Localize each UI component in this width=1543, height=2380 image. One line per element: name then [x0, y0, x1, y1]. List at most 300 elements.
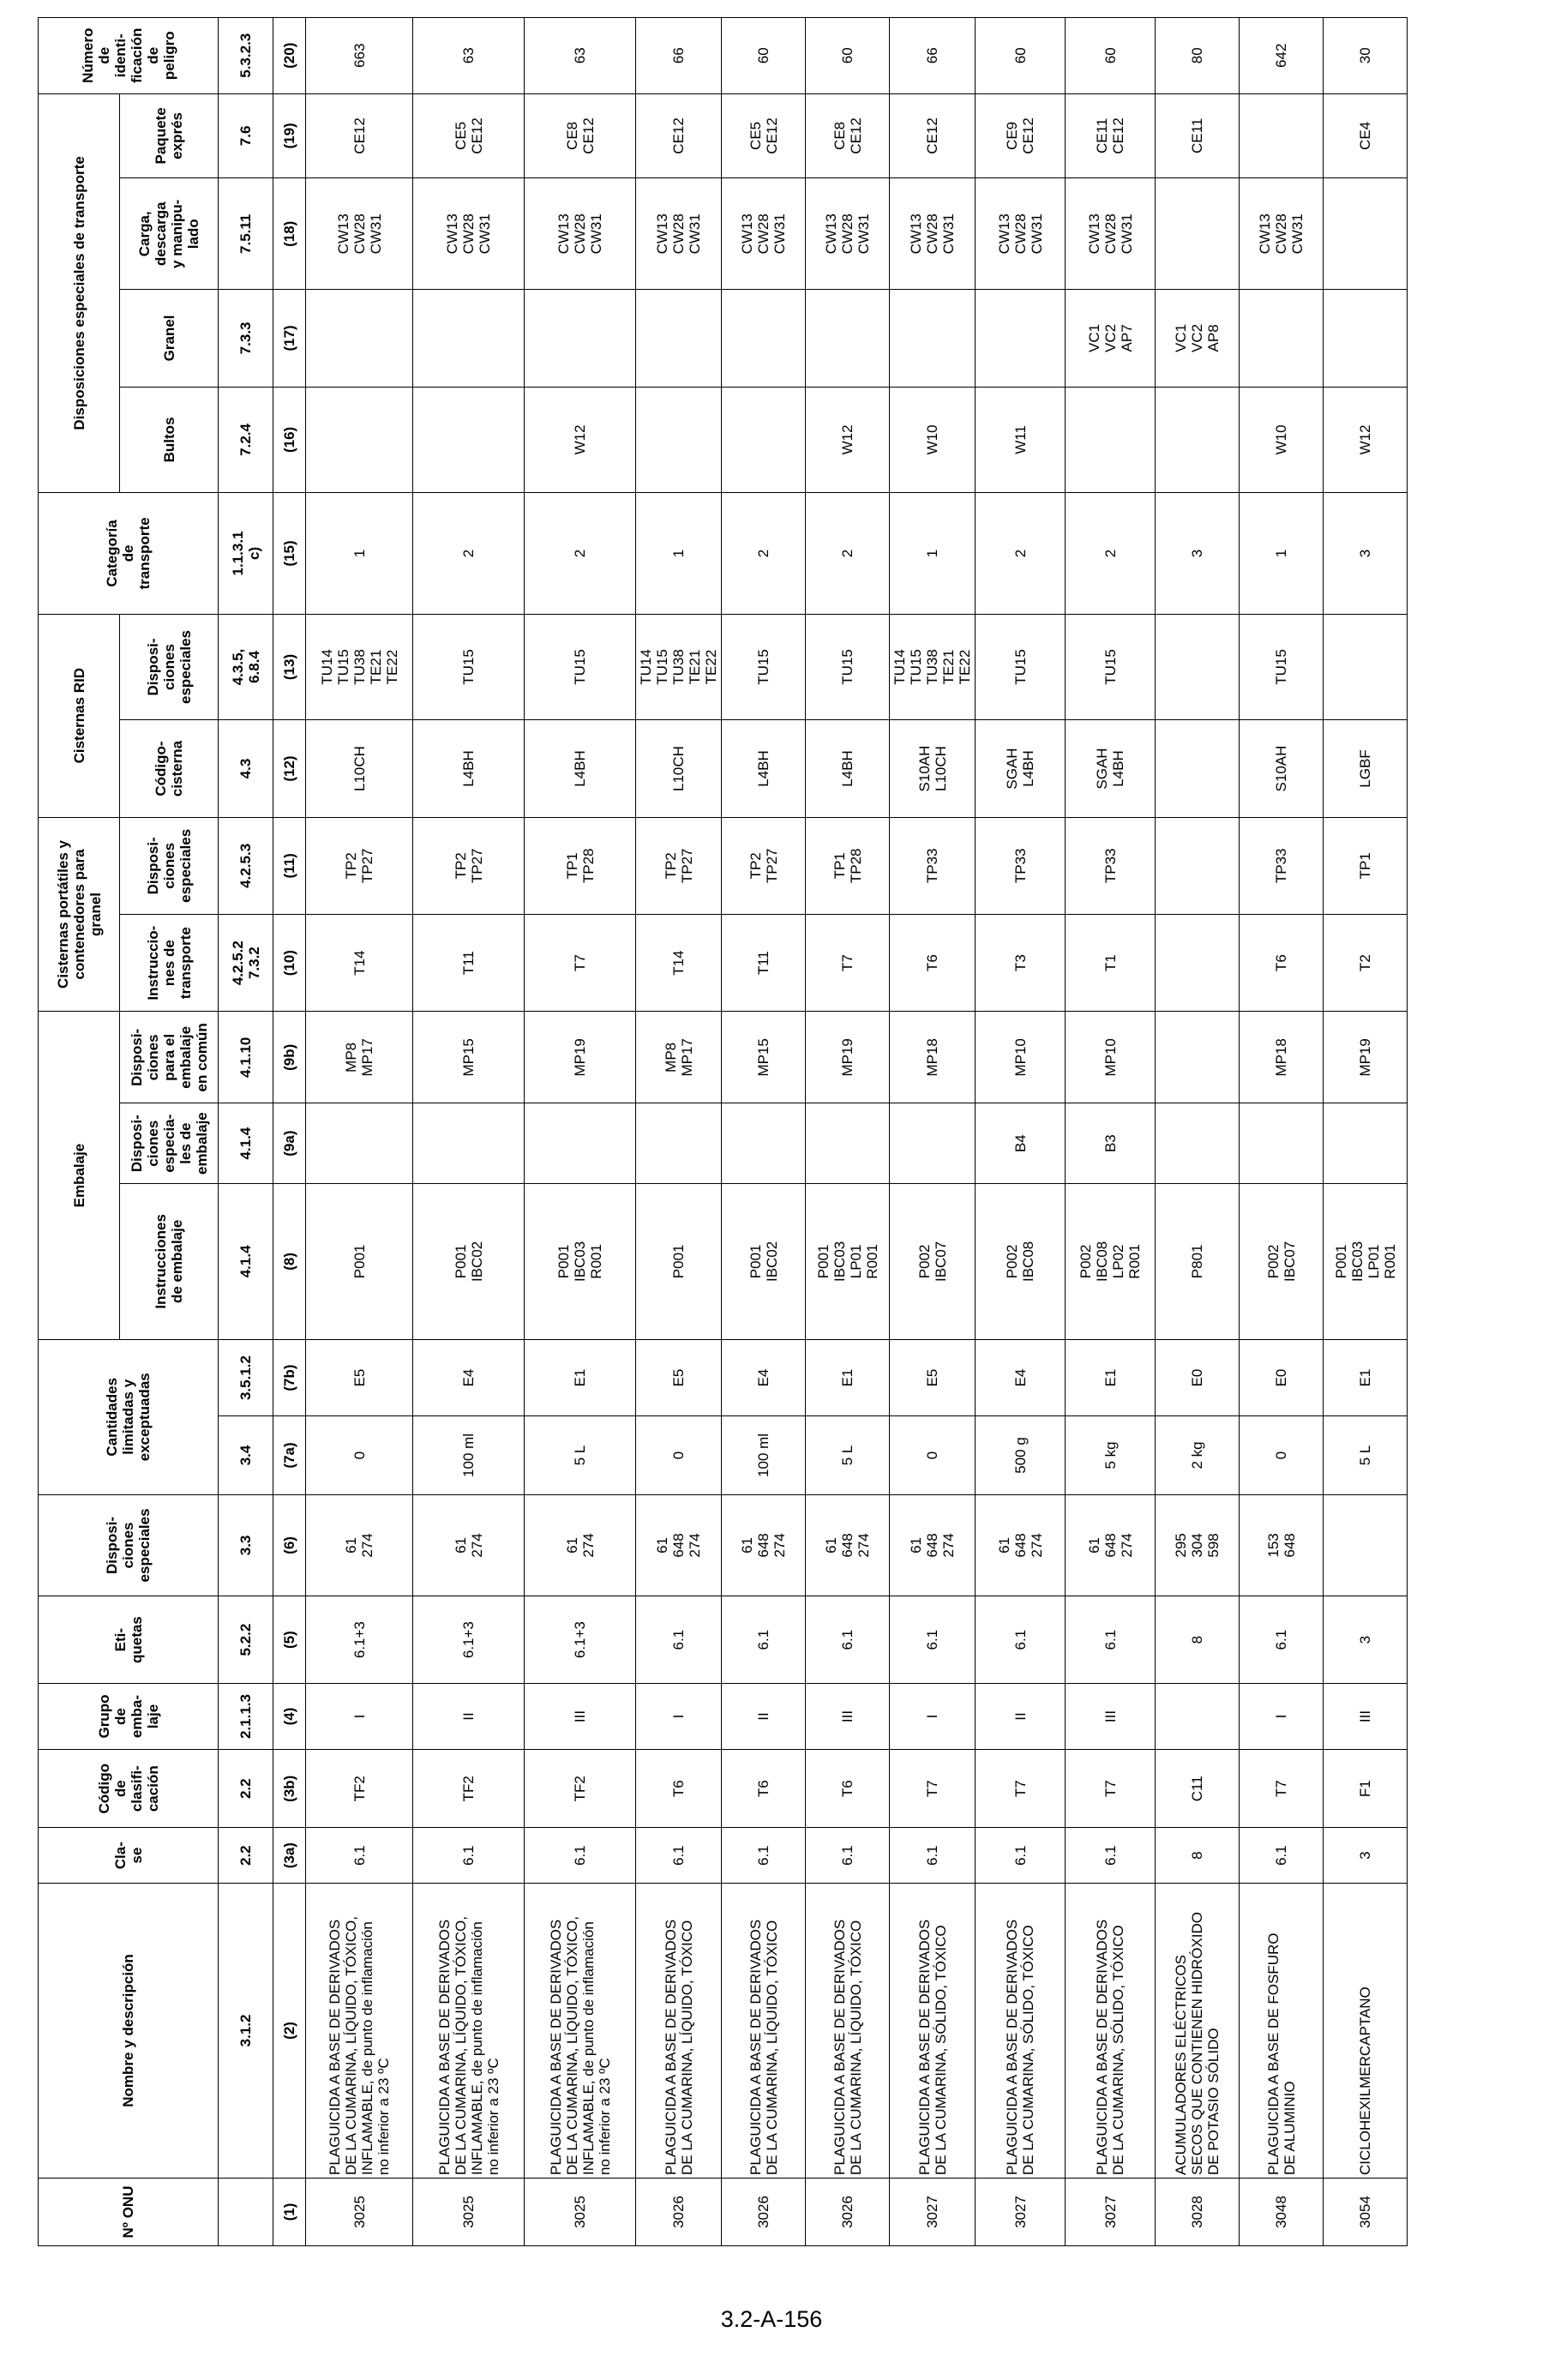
table-cell: 6.1	[722, 1828, 806, 1883]
table-cell: CE8 CE12	[525, 93, 636, 178]
header-special-packing: Disposi- ciones especia- les de embalaje	[120, 1103, 219, 1184]
header-limited-excepted: Cantidades limitadas y exceptuadas	[39, 1339, 219, 1494]
table-cell: CE12	[636, 93, 722, 178]
table-cell: 30	[1324, 18, 1408, 94]
table-cell: 1	[636, 493, 722, 614]
reference-cell: 3.1.2	[219, 1883, 273, 2178]
table-cell: T7	[976, 1749, 1066, 1827]
column-number-cell: (7b)	[273, 1339, 306, 1415]
table-cell: TP2 TP27	[722, 817, 806, 914]
reference-cell: 4.3.5, 6.8.4	[219, 614, 273, 720]
table-cell: E0	[1156, 1339, 1240, 1415]
table-cell: I	[1240, 1684, 1324, 1750]
reference-cell: 4.3	[219, 720, 273, 817]
table-cell	[1324, 290, 1408, 387]
table-cell: W12	[525, 387, 636, 493]
name-description-cell: PLAGUICIDA A BASE DE DERIVADOS DE LA CUMARINA, SÓLIDO, TÓXICO	[890, 1883, 976, 2178]
table-cell: TU15	[806, 614, 890, 720]
table-cell: 61 274	[413, 1494, 525, 1596]
table-cell	[413, 290, 525, 387]
table-cell: 6.1	[976, 1828, 1066, 1883]
table-cell: 1	[890, 493, 976, 614]
table-cell: 61 648 274	[806, 1494, 890, 1596]
table-cell	[1156, 914, 1240, 1011]
table-cell: CE11 CE12	[1066, 93, 1156, 178]
table-cell: TU14 TU15 TU38 TE21 TE22	[890, 614, 976, 720]
name-description-cell: PLAGUICIDA A BASE DE DERIVADOS DE LA CUMARINA, LÍQUIDO, TÓXICO, INFLAMABLE, de punto de inflamación no inferior a 23 ºC	[413, 1883, 525, 2178]
table-cell	[890, 1103, 976, 1184]
table-cell: P801	[1156, 1183, 1240, 1339]
table-cell	[1156, 1012, 1240, 1103]
table-cell: CW13 CW28 CW31	[722, 178, 806, 290]
header-special-transport: Disposiciones especiales de transporte	[39, 93, 120, 493]
table-cell: 61 648 274	[722, 1494, 806, 1596]
table-cell: 3	[1324, 493, 1408, 614]
table-cell: E5	[306, 1339, 413, 1415]
table-cell	[722, 387, 806, 493]
table-cell	[1240, 1103, 1324, 1184]
table-cell	[1240, 93, 1324, 178]
reference-cell: 3.4	[219, 1416, 273, 1494]
table-cell: CW13 CW28 CW31	[1066, 178, 1156, 290]
table-cell: II	[722, 1684, 806, 1750]
table-cell: 2	[806, 493, 890, 614]
table-cell: 6.1	[1240, 1596, 1324, 1684]
un-number-cell: 3025	[413, 2179, 525, 2246]
table-cell: P001	[636, 1183, 722, 1339]
table-cell: III	[525, 1684, 636, 1750]
table-cell: 100 ml	[413, 1416, 525, 1494]
table-cell: 3	[1324, 1828, 1408, 1883]
table-cell: 2	[722, 493, 806, 614]
table-cell: 5 L	[525, 1416, 636, 1494]
table-cell: T6	[890, 914, 976, 1011]
reference-cell: 4.1.4	[219, 1183, 273, 1339]
table-cell: L4BH	[525, 720, 636, 817]
table-cell: 8	[1156, 1828, 1240, 1883]
reference-cell	[219, 2179, 273, 2246]
column-number-cell: (8)	[273, 1183, 306, 1339]
table-cell: 8	[1156, 1596, 1240, 1684]
un-number-cell: 3027	[890, 2179, 976, 2246]
table-cell: 6.1	[806, 1828, 890, 1883]
table-cell: 153 648	[1240, 1494, 1324, 1596]
table-cell: 61 274	[525, 1494, 636, 1596]
table-row	[306, 18, 413, 2246]
table-cell	[306, 1103, 413, 1184]
table-cell: T6	[636, 1749, 722, 1827]
table-cell	[306, 290, 413, 387]
un-number-cell: 3027	[976, 2179, 1066, 2246]
table-cell	[806, 1103, 890, 1184]
table-cell: L4BH	[413, 720, 525, 817]
table-cell	[413, 1103, 525, 1184]
un-number-cell: 3026	[806, 2179, 890, 2246]
table-cell	[636, 387, 722, 493]
table-row	[890, 18, 976, 2246]
table-cell: 60	[1066, 18, 1156, 94]
table-cell	[806, 290, 890, 387]
table-cell: I	[636, 1684, 722, 1750]
table-cell: TP2 TP27	[636, 817, 722, 914]
table-cell: T7	[890, 1749, 976, 1827]
header-mixed-packing: Disposi- ciones para el embalaje en común	[120, 1012, 219, 1103]
table-cell: P001 IBC03 LP01 R001	[806, 1183, 890, 1339]
un-number-cell: 3025	[306, 2179, 413, 2246]
table-row	[1156, 18, 1240, 2246]
table-cell: P001 IBC02	[413, 1183, 525, 1339]
table-cell: III	[1066, 1684, 1156, 1750]
table-cell: T14	[306, 914, 413, 1011]
name-description-cell: PLAGUICIDA A BASE DE DERIVADOS DE LA CUMARINA, LÍQUIDO, TÓXICO, INFLAMABLE, de punto de inflamación no inferior a 23 ºC	[525, 1883, 636, 2178]
table-cell	[1324, 178, 1408, 290]
table-cell: 0	[636, 1416, 722, 1494]
table-cell: T11	[722, 914, 806, 1011]
table-cell: 2	[525, 493, 636, 614]
column-number-cell: (3b)	[273, 1749, 306, 1827]
table-row	[1240, 18, 1324, 2246]
un-number-cell: 3025	[525, 2179, 636, 2246]
table-cell	[1066, 387, 1156, 493]
name-description-cell: PLAGUICIDA A BASE DE DERIVADOS DE LA CUMARINA, LÍQUIDO, TÓXICO	[722, 1883, 806, 2178]
table-cell: 60	[722, 18, 806, 94]
header-tank-code: Código- cisterna	[120, 720, 219, 817]
table-cell: P001 IBC03 LP01 R001	[1324, 1183, 1408, 1339]
column-number-cell: (3a)	[273, 1828, 306, 1883]
header-classification-code: Código de clasifi- cación	[39, 1749, 219, 1827]
table-cell: TF2	[525, 1749, 636, 1827]
table-cell: MP18	[1240, 1012, 1324, 1103]
name-description-cell: PLAGUICIDA A BASE DE DERIVADOS DE LA CUMARINA, LÍQUIDO, TÓXICO, INFLAMABLE, de punto de inflamación no inferior a 23 ºC	[306, 1883, 413, 2178]
table-cell: 6.1	[1066, 1596, 1156, 1684]
table-cell: P002 IBC08	[976, 1183, 1066, 1339]
table-cell: 61 648 274	[976, 1494, 1066, 1596]
reference-cell: 5.2.2	[219, 1596, 273, 1684]
name-description-cell: CICLOHEXILMERCAPTANO	[1324, 1883, 1408, 2178]
header-packing-group: Grupo de emba- laje	[39, 1684, 219, 1750]
table-cell: SGAH L4BH	[1066, 720, 1156, 817]
table-cell: W12	[1324, 387, 1408, 493]
table-cell: E4	[413, 1339, 525, 1415]
table-cell: T7	[525, 914, 636, 1011]
name-description-cell: PLAGUICIDA A BASE DE DERIVADOS DE LA CUMARINA, SÓLIDO, TÓXICO	[1066, 1883, 1156, 2178]
table-body	[306, 18, 1408, 2246]
table-cell: E4	[722, 1339, 806, 1415]
table-row	[413, 18, 525, 2246]
table-cell: MP19	[806, 1012, 890, 1103]
column-number-cell: (12)	[273, 720, 306, 817]
table-cell: 663	[306, 18, 413, 94]
table-cell	[1156, 1684, 1240, 1750]
column-number-row	[273, 18, 306, 2246]
name-description-cell: PLAGUICIDA A BASE DE DERIVADOS DE LA CUMARINA, LÍQUIDO, TÓXICO	[806, 1883, 890, 2178]
table-row	[1066, 18, 1156, 2246]
table-cell: 6.1	[890, 1596, 976, 1684]
table-cell: 6.1	[1240, 1828, 1324, 1883]
column-number-cell: (9a)	[273, 1103, 306, 1184]
table-cell: E1	[1324, 1339, 1408, 1415]
column-number-cell: (11)	[273, 817, 306, 914]
header-tank-instructions: Instruccio- nes de transporte	[120, 914, 219, 1011]
table-cell: L4BH	[722, 720, 806, 817]
table-cell: TP33	[1066, 817, 1156, 914]
header-portable-tanks: Cisternas portátiles y contenedores para granel	[39, 817, 120, 1012]
table-cell: 6.1+3	[306, 1596, 413, 1684]
table-cell: MP19	[1324, 1012, 1408, 1103]
table-cell: CW13 CW28 CW31	[413, 178, 525, 290]
reference-cell: 4.1.4	[219, 1103, 273, 1184]
table-cell: 500 g	[976, 1416, 1066, 1494]
table-cell: 5 L	[806, 1416, 890, 1494]
header-packages: Bultos	[120, 387, 219, 493]
table-cell: P001 IBC02	[722, 1183, 806, 1339]
table-cell: TU14 TU15 TU38 TE21 TE22	[636, 614, 722, 720]
table-cell: TP33	[1240, 817, 1324, 914]
table-cell: CW13 CW28 CW31	[806, 178, 890, 290]
table-cell: 6.1	[890, 1828, 976, 1883]
table-cell: 3	[1156, 493, 1240, 614]
table-cell	[1324, 1103, 1408, 1184]
reference-cell: 5.3.2.3	[219, 18, 273, 94]
table-cell: CE12	[890, 93, 976, 178]
table-cell: F1	[1324, 1749, 1408, 1827]
table-cell: TP2 TP27	[413, 817, 525, 914]
table-cell	[1156, 178, 1240, 290]
table-cell: 2	[1066, 493, 1156, 614]
table-cell: 6.1	[636, 1828, 722, 1883]
header-class: Cla- se	[39, 1828, 219, 1883]
table-cell: C11	[1156, 1749, 1240, 1827]
table-cell	[306, 387, 413, 493]
table-cell: L4BH	[806, 720, 890, 817]
reference-cell: 3.3	[219, 1494, 273, 1596]
table-cell: CE9 CE12	[976, 93, 1066, 178]
table-cell: W11	[976, 387, 1066, 493]
name-description-cell: ACUMULADORES ELÉCTRICOS SECOS QUE CONTIENEN HIDRÓXIDO DE POTASIO SÓLIDO	[1156, 1883, 1240, 2178]
table-cell: 61 648 274	[890, 1494, 976, 1596]
table-cell: T7	[1240, 1749, 1324, 1827]
table-cell: MP15	[722, 1012, 806, 1103]
table-cell: 6.1	[525, 1828, 636, 1883]
column-number-cell: (2)	[273, 1883, 306, 2178]
table-cell: 6.1	[1066, 1828, 1156, 1883]
table-cell	[890, 290, 976, 387]
table-cell: 3	[1324, 1596, 1408, 1684]
table-cell	[976, 290, 1066, 387]
table-cell: TP33	[976, 817, 1066, 914]
reference-cell: 4.1.10	[219, 1012, 273, 1103]
table-cell: E1	[525, 1339, 636, 1415]
table-cell: 6.1+3	[413, 1596, 525, 1684]
table-cell: CE5 CE12	[722, 93, 806, 178]
table-cell	[1156, 387, 1240, 493]
name-description-cell: PLAGUICIDA A BASE DE DERIVADOS DE LA CUMARINA, LÍQUIDO, TÓXICO	[636, 1883, 722, 2178]
table-cell: TU15	[1240, 614, 1324, 720]
table-cell: 6.1	[806, 1596, 890, 1684]
column-number-cell: (15)	[273, 493, 306, 614]
table-cell: TU15	[525, 614, 636, 720]
table-cell: 61 648 274	[1066, 1494, 1156, 1596]
reference-cell: 2.2	[219, 1749, 273, 1827]
table-cell: TP1 TP28	[806, 817, 890, 914]
table-cell: III	[806, 1684, 890, 1750]
table-cell: MP15	[413, 1012, 525, 1103]
column-number-cell: (9b)	[273, 1012, 306, 1103]
un-number-cell: 3028	[1156, 2179, 1240, 2246]
table-cell: T6	[722, 1749, 806, 1827]
un-number-cell: 3054	[1324, 2179, 1408, 2246]
reference-cell: 7.2.4	[219, 387, 273, 493]
column-number-cell: (13)	[273, 614, 306, 720]
table-cell	[722, 290, 806, 387]
table-cell: 63	[525, 18, 636, 94]
table-cell: T3	[976, 914, 1066, 1011]
reference-cell: 2.1.1.3	[219, 1684, 273, 1750]
header-tank-special: Disposi- ciones especiales	[120, 817, 219, 914]
table-cell: LGBF	[1324, 720, 1408, 817]
header-loading: Carga, descarga y manipu- lado	[120, 178, 219, 290]
column-number-cell: (7a)	[273, 1416, 306, 1494]
table-cell: CE8 CE12	[806, 93, 890, 178]
table-cell: 0	[890, 1416, 976, 1494]
table-cell: TP33	[890, 817, 976, 914]
table-cell: B3	[1066, 1103, 1156, 1184]
table-cell: MP18	[890, 1012, 976, 1103]
table-cell: 6.1	[636, 1596, 722, 1684]
header-rid-tanks: Cisternas RID	[39, 614, 120, 817]
table-cell: 6.1+3	[525, 1596, 636, 1684]
header-labels: Eti- quetas	[39, 1596, 219, 1684]
table-cell: 1	[306, 493, 413, 614]
table-cell: L10CH	[306, 720, 413, 817]
table-cell: E1	[806, 1339, 890, 1415]
table-cell: SGAH L4BH	[976, 720, 1066, 817]
table-cell	[1324, 1494, 1408, 1596]
table-row	[722, 18, 806, 2246]
table-cell	[1156, 817, 1240, 914]
dangerous-goods-table	[38, 17, 1408, 2246]
table-cell: T2	[1324, 914, 1408, 1011]
table-cell: MP10	[1066, 1012, 1156, 1103]
table-cell: MP19	[525, 1012, 636, 1103]
table-cell	[636, 1103, 722, 1184]
table-cell: P002 IBC08 LP02 R001	[1066, 1183, 1156, 1339]
table-cell: S10AH	[1240, 720, 1324, 817]
un-number-cell: 3048	[1240, 2179, 1324, 2246]
table-cell: CE5 CE12	[413, 93, 525, 178]
table-row	[806, 18, 890, 2246]
name-description-cell: PLAGUICIDA A BASE DE FOSFURO DE ALUMINIO	[1240, 1883, 1324, 2178]
table-row	[636, 18, 722, 2246]
table-cell: II	[976, 1684, 1066, 1750]
table-cell: 2	[413, 493, 525, 614]
table-cell: 6.1	[722, 1596, 806, 1684]
column-number-cell: (5)	[273, 1596, 306, 1684]
table-cell: TU15	[1066, 614, 1156, 720]
table-cell: 0	[1240, 1416, 1324, 1494]
reference-cell: 7.5.11	[219, 178, 273, 290]
table-cell: 2 kg	[1156, 1416, 1240, 1494]
table-cell: TU15	[976, 614, 1066, 720]
column-number-cell: (19)	[273, 93, 306, 178]
table-cell: 100 ml	[722, 1416, 806, 1494]
table-cell: CE4	[1324, 93, 1408, 178]
table-cell: W10	[890, 387, 976, 493]
table-cell: L10CH	[636, 720, 722, 817]
table-cell	[525, 1103, 636, 1184]
table-cell: TF2	[413, 1749, 525, 1827]
table-cell: S10AH L10CH	[890, 720, 976, 817]
column-number-cell: (16)	[273, 387, 306, 493]
table-cell: TP1	[1324, 817, 1408, 914]
header-packing-instructions: Instrucciones de embalaje	[120, 1183, 219, 1339]
table-cell: VC1 VC2 AP7	[1066, 290, 1156, 387]
table-cell: 61 274	[306, 1494, 413, 1596]
table-cell: TU15	[722, 614, 806, 720]
table-cell: T7	[1066, 1749, 1156, 1827]
table-cell: MP10	[976, 1012, 1066, 1103]
table-cell: 6.1	[413, 1828, 525, 1883]
table-cell: TP1 TP28	[525, 817, 636, 914]
header-special-provisions: Disposi- ciones especiales	[39, 1494, 219, 1596]
un-number-cell: 3027	[1066, 2179, 1156, 2246]
table-cell: E1	[1066, 1339, 1156, 1415]
table-row	[976, 18, 1066, 2246]
reference-cell: 7.6	[219, 93, 273, 178]
table-cell: E5	[636, 1339, 722, 1415]
rotated-table-container	[38, 17, 1398, 2246]
table-cell	[413, 387, 525, 493]
table-cell	[1240, 290, 1324, 387]
table-cell: B4	[976, 1103, 1066, 1184]
table-cell: 6.1	[976, 1596, 1066, 1684]
table-cell: 1	[1240, 493, 1324, 614]
table-cell: CE12	[306, 93, 413, 178]
header-bulk: Granel	[120, 290, 219, 387]
header-name-description: Nombre y descripción	[39, 1883, 219, 2178]
reference-cell: 3.5.1.2	[219, 1339, 273, 1415]
table-cell	[525, 290, 636, 387]
table-cell: II	[413, 1684, 525, 1750]
column-number-cell: (6)	[273, 1494, 306, 1596]
table-cell: TU14 TU15 TU38 TE21 TE22	[306, 614, 413, 720]
table-cell	[1324, 614, 1408, 720]
reference-cell: 7.3.3	[219, 290, 273, 387]
column-number-cell: (17)	[273, 290, 306, 387]
table-cell: 295 304 598	[1156, 1494, 1240, 1596]
table-cell: T6	[806, 1749, 890, 1827]
header-packaging: Embalaje	[39, 1012, 120, 1340]
table-cell: P001 IBC03 R001	[525, 1183, 636, 1339]
table-cell: I	[306, 1684, 413, 1750]
header-hazard-id: Número de identi- ficación de peligro	[39, 18, 219, 94]
header-transport-category: Categoría de transporte	[39, 493, 219, 614]
table-cell	[1156, 1103, 1240, 1184]
reference-cell: 4.2.5.3	[219, 817, 273, 914]
reference-cell: 2.2	[219, 1828, 273, 1883]
table-cell: E4	[976, 1339, 1066, 1415]
table-cell	[636, 290, 722, 387]
name-description-cell: PLAGUICIDA A BASE DE DERIVADOS DE LA CUMARINA, SÓLIDO, TÓXICO	[976, 1883, 1066, 2178]
table-cell: W10	[1240, 387, 1324, 493]
reference-cell: 4.2.5.2 7.3.2	[219, 914, 273, 1011]
table-cell: 642	[1240, 18, 1324, 94]
table-cell: TF2	[306, 1749, 413, 1827]
table-cell: VC1 VC2 AP8	[1156, 290, 1240, 387]
table-cell: CW13 CW28 CW31	[306, 178, 413, 290]
table-cell: CW13 CW28 CW31	[636, 178, 722, 290]
table-cell: 66	[890, 18, 976, 94]
